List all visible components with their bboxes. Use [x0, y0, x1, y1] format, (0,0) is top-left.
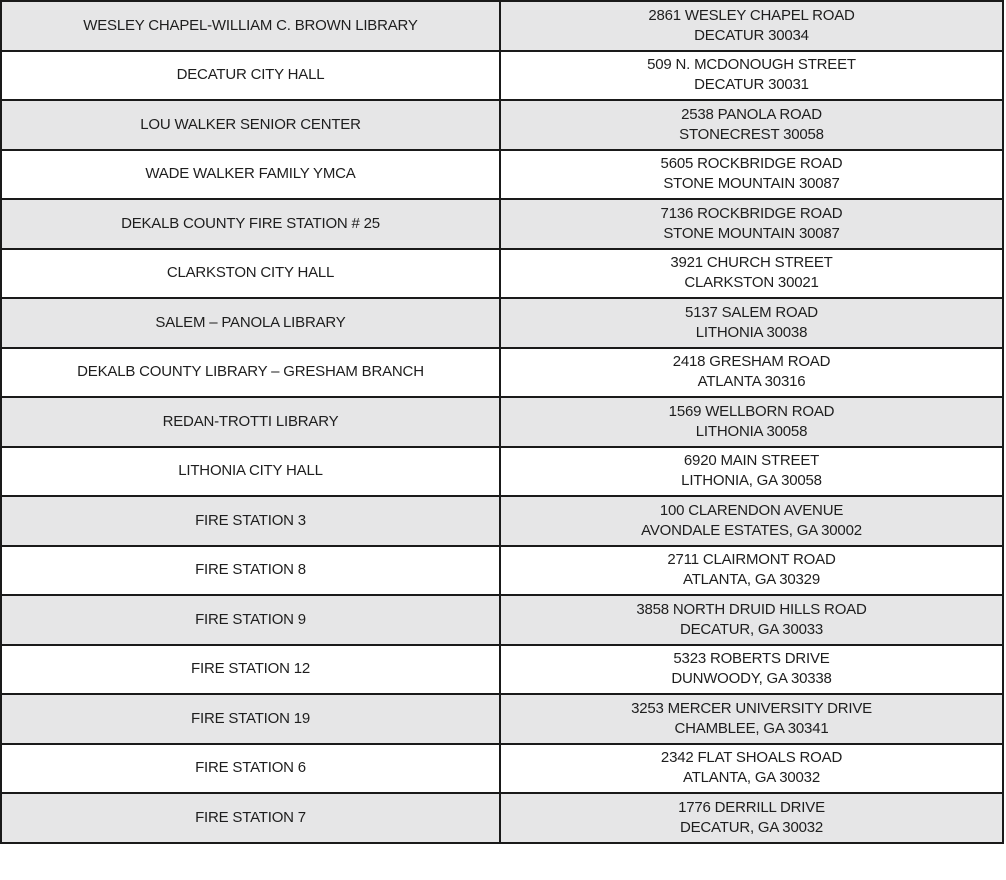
address-street: 7136 ROCKBRIDGE ROAD — [660, 204, 843, 222]
location-name: FIRE STATION 7 — [195, 808, 306, 826]
table-row — [1, 744, 1003, 794]
address-city-zip: CLARKSTON 30021 — [684, 274, 819, 292]
address-city-zip: STONE MOUNTAIN 30087 — [663, 224, 840, 242]
location-name-cell — [1, 348, 500, 398]
location-address-cell — [500, 546, 1003, 596]
location-name: DECATUR CITY HALL — [176, 66, 325, 84]
location-name: SALEM – PANOLA LIBRARY — [155, 313, 346, 331]
address-street: 5137 SALEM ROAD — [685, 303, 818, 321]
location-name: CLARKSTON CITY HALL — [166, 264, 335, 282]
table-row — [1, 348, 1003, 398]
table-row — [1, 397, 1003, 447]
address-city-zip: CHAMBLEE, GA 30341 — [674, 719, 829, 737]
address-street: 2861 WESLEY CHAPEL ROAD — [648, 6, 855, 24]
address-street: 2342 FLAT SHOALS ROAD — [660, 749, 843, 767]
table-row — [1, 51, 1003, 101]
address-city-zip: AVONDALE ESTATES, GA 30002 — [641, 521, 862, 539]
address-street: 5323 ROBERTS DRIVE — [673, 650, 830, 668]
address-city-zip: LITHONIA 30038 — [695, 323, 808, 341]
address-city-zip: DECATUR 30034 — [694, 26, 809, 44]
address-street: 3858 NORTH DRUID HILLS ROAD — [636, 600, 867, 618]
table-row — [1, 150, 1003, 200]
location-name-cell — [1, 150, 500, 200]
table-row — [1, 645, 1003, 695]
location-name: LOU WALKER SENIOR CENTER — [140, 115, 361, 133]
location-name: FIRE STATION 19 — [191, 709, 310, 727]
location-address-cell — [500, 150, 1003, 200]
address-street: 1776 DERRILL DRIVE — [678, 798, 825, 816]
location-name: DEKALB COUNTY FIRE STATION # 25 — [121, 214, 380, 232]
location-address-cell — [500, 397, 1003, 447]
address-city-zip: DECATUR, GA 30032 — [679, 818, 824, 836]
table-row — [1, 199, 1003, 249]
table-row — [1, 298, 1003, 348]
table-row — [1, 496, 1003, 546]
location-name: WESLEY CHAPEL-WILLIAM C. BROWN LIBRARY — [83, 16, 418, 34]
location-name: FIRE STATION 3 — [195, 511, 306, 529]
address-street: 6920 MAIN STREET — [683, 452, 820, 470]
location-name-cell — [1, 298, 500, 348]
address-city-zip: LITHONIA 30058 — [695, 422, 808, 440]
table-row — [1, 249, 1003, 299]
location-name-cell — [1, 100, 500, 150]
address-street: 2538 PANOLA ROAD — [681, 105, 822, 123]
address-city-zip: DECATUR, GA 30033 — [679, 620, 824, 638]
table-row — [1, 1, 1003, 51]
location-name: FIRE STATION 6 — [195, 759, 306, 777]
location-name: LITHONIA CITY HALL — [178, 462, 323, 480]
address-city-zip: ATLANTA, GA 30329 — [683, 571, 820, 589]
location-name-cell — [1, 546, 500, 596]
location-address-cell — [500, 447, 1003, 497]
address-city-zip: ATLANTA, GA 30032 — [683, 769, 820, 787]
location-name-cell — [1, 1, 500, 51]
address-city-zip: ATLANTA 30316 — [697, 373, 806, 391]
location-address-cell — [500, 51, 1003, 101]
table-row — [1, 694, 1003, 744]
address-street: 2418 GRESHAM ROAD — [672, 353, 831, 371]
location-name-cell — [1, 447, 500, 497]
address-street: 5605 ROCKBRIDGE ROAD — [660, 155, 843, 173]
location-address-cell — [500, 199, 1003, 249]
location-name-cell — [1, 694, 500, 744]
location-address-cell — [500, 793, 1003, 843]
address-street: 509 N. MCDONOUGH STREET — [647, 56, 856, 74]
table-row — [1, 546, 1003, 596]
location-name: FIRE STATION 9 — [195, 610, 306, 628]
location-address-cell — [500, 348, 1003, 398]
address-city-zip: DECATUR 30031 — [694, 76, 809, 94]
location-name: FIRE STATION 8 — [195, 561, 306, 579]
address-street: 2711 CLAIRMONT ROAD — [667, 551, 836, 569]
location-address-cell — [500, 744, 1003, 794]
location-address-cell — [500, 249, 1003, 299]
location-name-cell — [1, 595, 500, 645]
location-name-cell — [1, 199, 500, 249]
location-address-cell — [500, 496, 1003, 546]
location-name-cell — [1, 744, 500, 794]
location-name-cell — [1, 249, 500, 299]
location-name-cell — [1, 645, 500, 695]
address-street: 3921 CHURCH STREET — [670, 254, 833, 272]
location-address-cell — [500, 100, 1003, 150]
address-city-zip: LITHONIA, GA 30058 — [681, 472, 822, 490]
table-row — [1, 793, 1003, 843]
table-row — [1, 595, 1003, 645]
address-city-zip: STONE MOUNTAIN 30087 — [663, 175, 840, 193]
location-name: REDAN-TROTTI LIBRARY — [162, 412, 339, 430]
address-city-zip: STONECREST 30058 — [679, 125, 824, 143]
table-row — [1, 100, 1003, 150]
locations-table-body — [1, 1, 1003, 843]
location-address-cell — [500, 694, 1003, 744]
location-name: FIRE STATION 12 — [191, 660, 310, 678]
location-name-cell — [1, 793, 500, 843]
address-street: 100 CLARENDON AVENUE — [659, 501, 844, 519]
location-address-cell — [500, 298, 1003, 348]
address-street: 1569 WELLBORN ROAD — [668, 402, 835, 420]
address-city-zip: DUNWOODY, GA 30338 — [671, 670, 832, 688]
table-row — [1, 447, 1003, 497]
location-address-cell — [500, 595, 1003, 645]
location-name-cell — [1, 496, 500, 546]
location-name-cell — [1, 397, 500, 447]
location-name-cell — [1, 51, 500, 101]
location-name: WADE WALKER FAMILY YMCA — [145, 165, 356, 183]
location-name: DEKALB COUNTY LIBRARY – GRESHAM BRANCH — [77, 363, 424, 381]
location-address-cell — [500, 645, 1003, 695]
location-address-cell — [500, 1, 1003, 51]
address-street: 3253 MERCER UNIVERSITY DRIVE — [631, 699, 872, 717]
